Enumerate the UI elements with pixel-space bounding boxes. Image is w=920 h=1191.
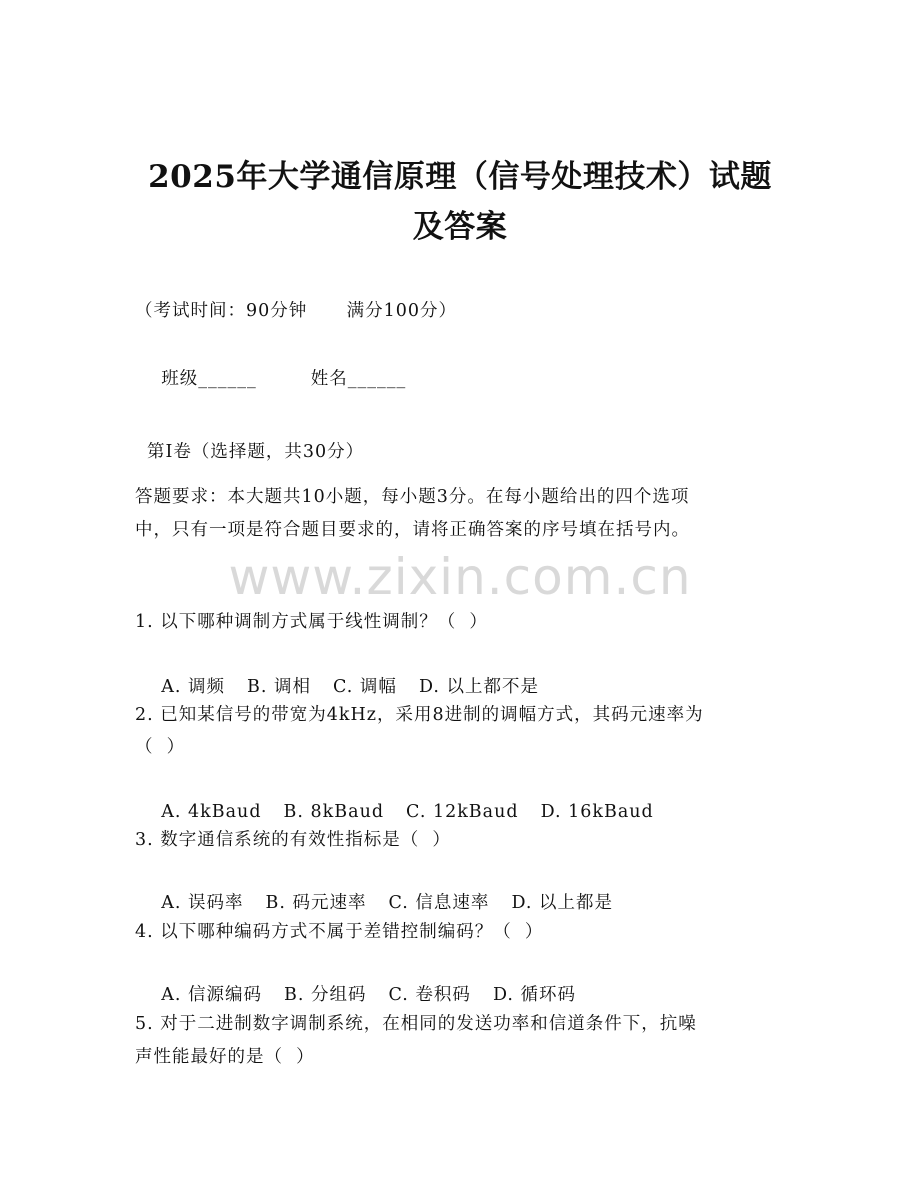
question-3-stem: 3. 数字通信系统的有效性指标是（ ） — [135, 830, 451, 850]
option-b: B. 码元速率 — [265, 892, 367, 913]
option-a: A. 调频 — [161, 676, 226, 697]
class-field: 班级______ — [161, 368, 257, 389]
option-c: C. 信息速率 — [388, 892, 490, 913]
option-b: B. 分组码 — [284, 984, 367, 1005]
question-4-stem: 4. 以下哪种编码方式不属于差错控制编码？（ ） — [135, 922, 544, 942]
option-d: D. 以上都不是 — [418, 676, 539, 697]
instructions-line-1: 答题要求：本大题共10小题，每小题3分。在每小题给出的四个选项 — [135, 487, 690, 507]
question-2-stem: 2. 已知某信号的带宽为4kHz，采用8进制的调幅方式，其码元速率为 — [135, 705, 704, 725]
option-c: C. 卷积码 — [388, 984, 471, 1005]
question-2-stem-continued: （ ） — [135, 737, 186, 757]
option-a: A. 4kBaud — [161, 801, 262, 822]
option-d: D. 循环码 — [492, 984, 576, 1005]
question-5-stem: 5. 对于二进制数字调制系统，在相同的发送功率和信道条件下，抗噪 — [135, 1014, 697, 1034]
option-c: C. 12kBaud — [406, 801, 519, 822]
name-field: 姓名______ — [310, 368, 407, 389]
option-a: A. 信源编码 — [161, 984, 263, 1005]
option-d: D. 16kBaud — [540, 801, 654, 822]
option-a: A. 误码率 — [161, 892, 244, 913]
question-5-stem-continued: 声性能最好的是（ ） — [135, 1047, 315, 1067]
option-b: B. 调相 — [247, 676, 312, 697]
instructions-line-2: 中，只有一项是符合题目要求的，请将正确答案的序号填在括号内。 — [135, 520, 690, 540]
option-d: D. 以上都是 — [511, 892, 613, 913]
section-title: 第I卷（选择题，共30分） — [147, 442, 365, 462]
student-info — [135, 353, 406, 406]
option-b: B. 8kBaud — [283, 801, 385, 822]
exam-info: （考试时间：90分钟 满分100分） — [135, 301, 458, 321]
document-title: 2025年大学通信原理（信号处理技术）试题 — [148, 159, 772, 195]
document-title-continued: 及答案 — [412, 209, 508, 245]
question-1-stem: 1. 以下哪种调制方式属于线性调制？（ ） — [135, 612, 488, 632]
watermark: www.zixin.com.cn — [228, 548, 692, 606]
option-c: C. 调幅 — [333, 676, 397, 697]
